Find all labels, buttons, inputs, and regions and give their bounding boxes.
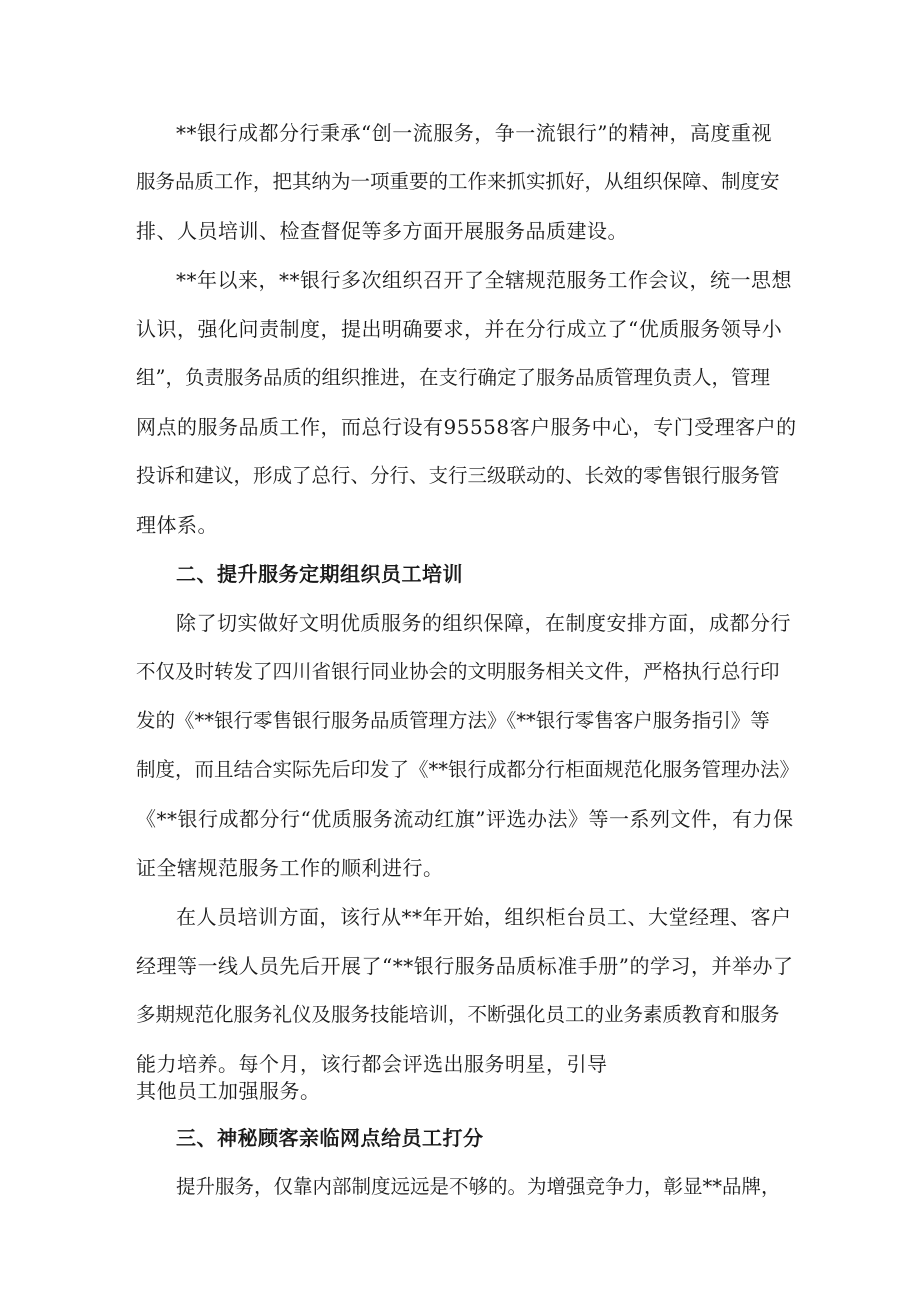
paragraph-4-line-2: 经理等一线人员先后开展了“**银行服务品质标准手册”的学习，并举办了 (136, 954, 794, 978)
paragraph-3-line-5: 《**银行成都分行“优质服务流动红旗”评选办法》等一系列文件，有力保 (136, 807, 794, 831)
paragraph-1-line-2: 服务品质工作，把其纳为一项重要的工作来抓实抓好，从组织保障、制度安 (136, 170, 780, 193)
section-heading-2: 二、提升服务定期组织员工培训 (176, 562, 463, 586)
section-heading-3: 三、神秘顾客亲临网点给员工打分 (176, 1126, 484, 1150)
paragraph-4-line-1: 在人员培训方面，该行从**年开始，组织柜台员工、大堂经理、客户 (176, 905, 792, 929)
paragraph-2-line-2: 认识，强化问责制度，提出明确要求，并在分行成立了“优质服务领导小 (136, 317, 783, 341)
paragraph-3-line-4: 制度，而且结合实际先后印发了《**银行成都分行柜面规范化服务管理办法》 (136, 758, 800, 781)
paragraph-2-line-6: 理体系。 (136, 513, 218, 537)
paragraph-2-line-5: 投诉和建议，形成了总行、分行、支行三级联动的、长效的零售银行服务管 (136, 464, 780, 487)
paragraph-4-line-5: 其他员工加强服务。 (136, 1079, 321, 1103)
paragraph-3-line-1: 除了切实做好文明优质服务的组织保障，在制度安排方面，成都分行 (176, 611, 791, 635)
paragraph-5-line-1: 提升服务，仅靠内部制度远远是不够的。为增强竞争力，彰显**品牌， (176, 1175, 781, 1198)
paragraph-2-line-3: 组”，负责服务品质的组织推进，在支行确定了服务品质管理负责人，管理 (136, 366, 770, 389)
paragraph-3-line-3: 发的《**银行零售银行服务品质管理方法》《**银行零售客户服务指引》等 (136, 709, 770, 732)
paragraph-1-line-3: 排、人员培训、检查督促等多方面开展服务品质建设。 (136, 219, 628, 243)
paragraph-3-line-2: 不仅及时转发了四川省银行同业协会的文明服务相关文件，严格执行总行印 (136, 660, 780, 683)
paragraph-4-line-3: 多期规范化服务礼仪及服务技能培训，不断强化员工的业务素质教育和服务 (136, 1003, 780, 1026)
paragraph-2-line-4: 网点的服务品质工作，而总行设有95558客户服务中心，专门受理客户的 (136, 415, 797, 439)
paragraph-3-line-6: 证全辖规范服务工作的顺利进行。 (136, 856, 444, 880)
paragraph-4-line-4: 能力培养。每个月，该行都会评选出服务明星，引导 (136, 1052, 608, 1076)
paragraph-1-line-1: **银行成都分行秉承“创一流服务，争一流银行”的精神，高度重视 (176, 121, 772, 145)
paragraph-2-line-1: **年以来，**银行多次组织召开了全辖规范服务工作会议，统一思想 (176, 268, 792, 292)
